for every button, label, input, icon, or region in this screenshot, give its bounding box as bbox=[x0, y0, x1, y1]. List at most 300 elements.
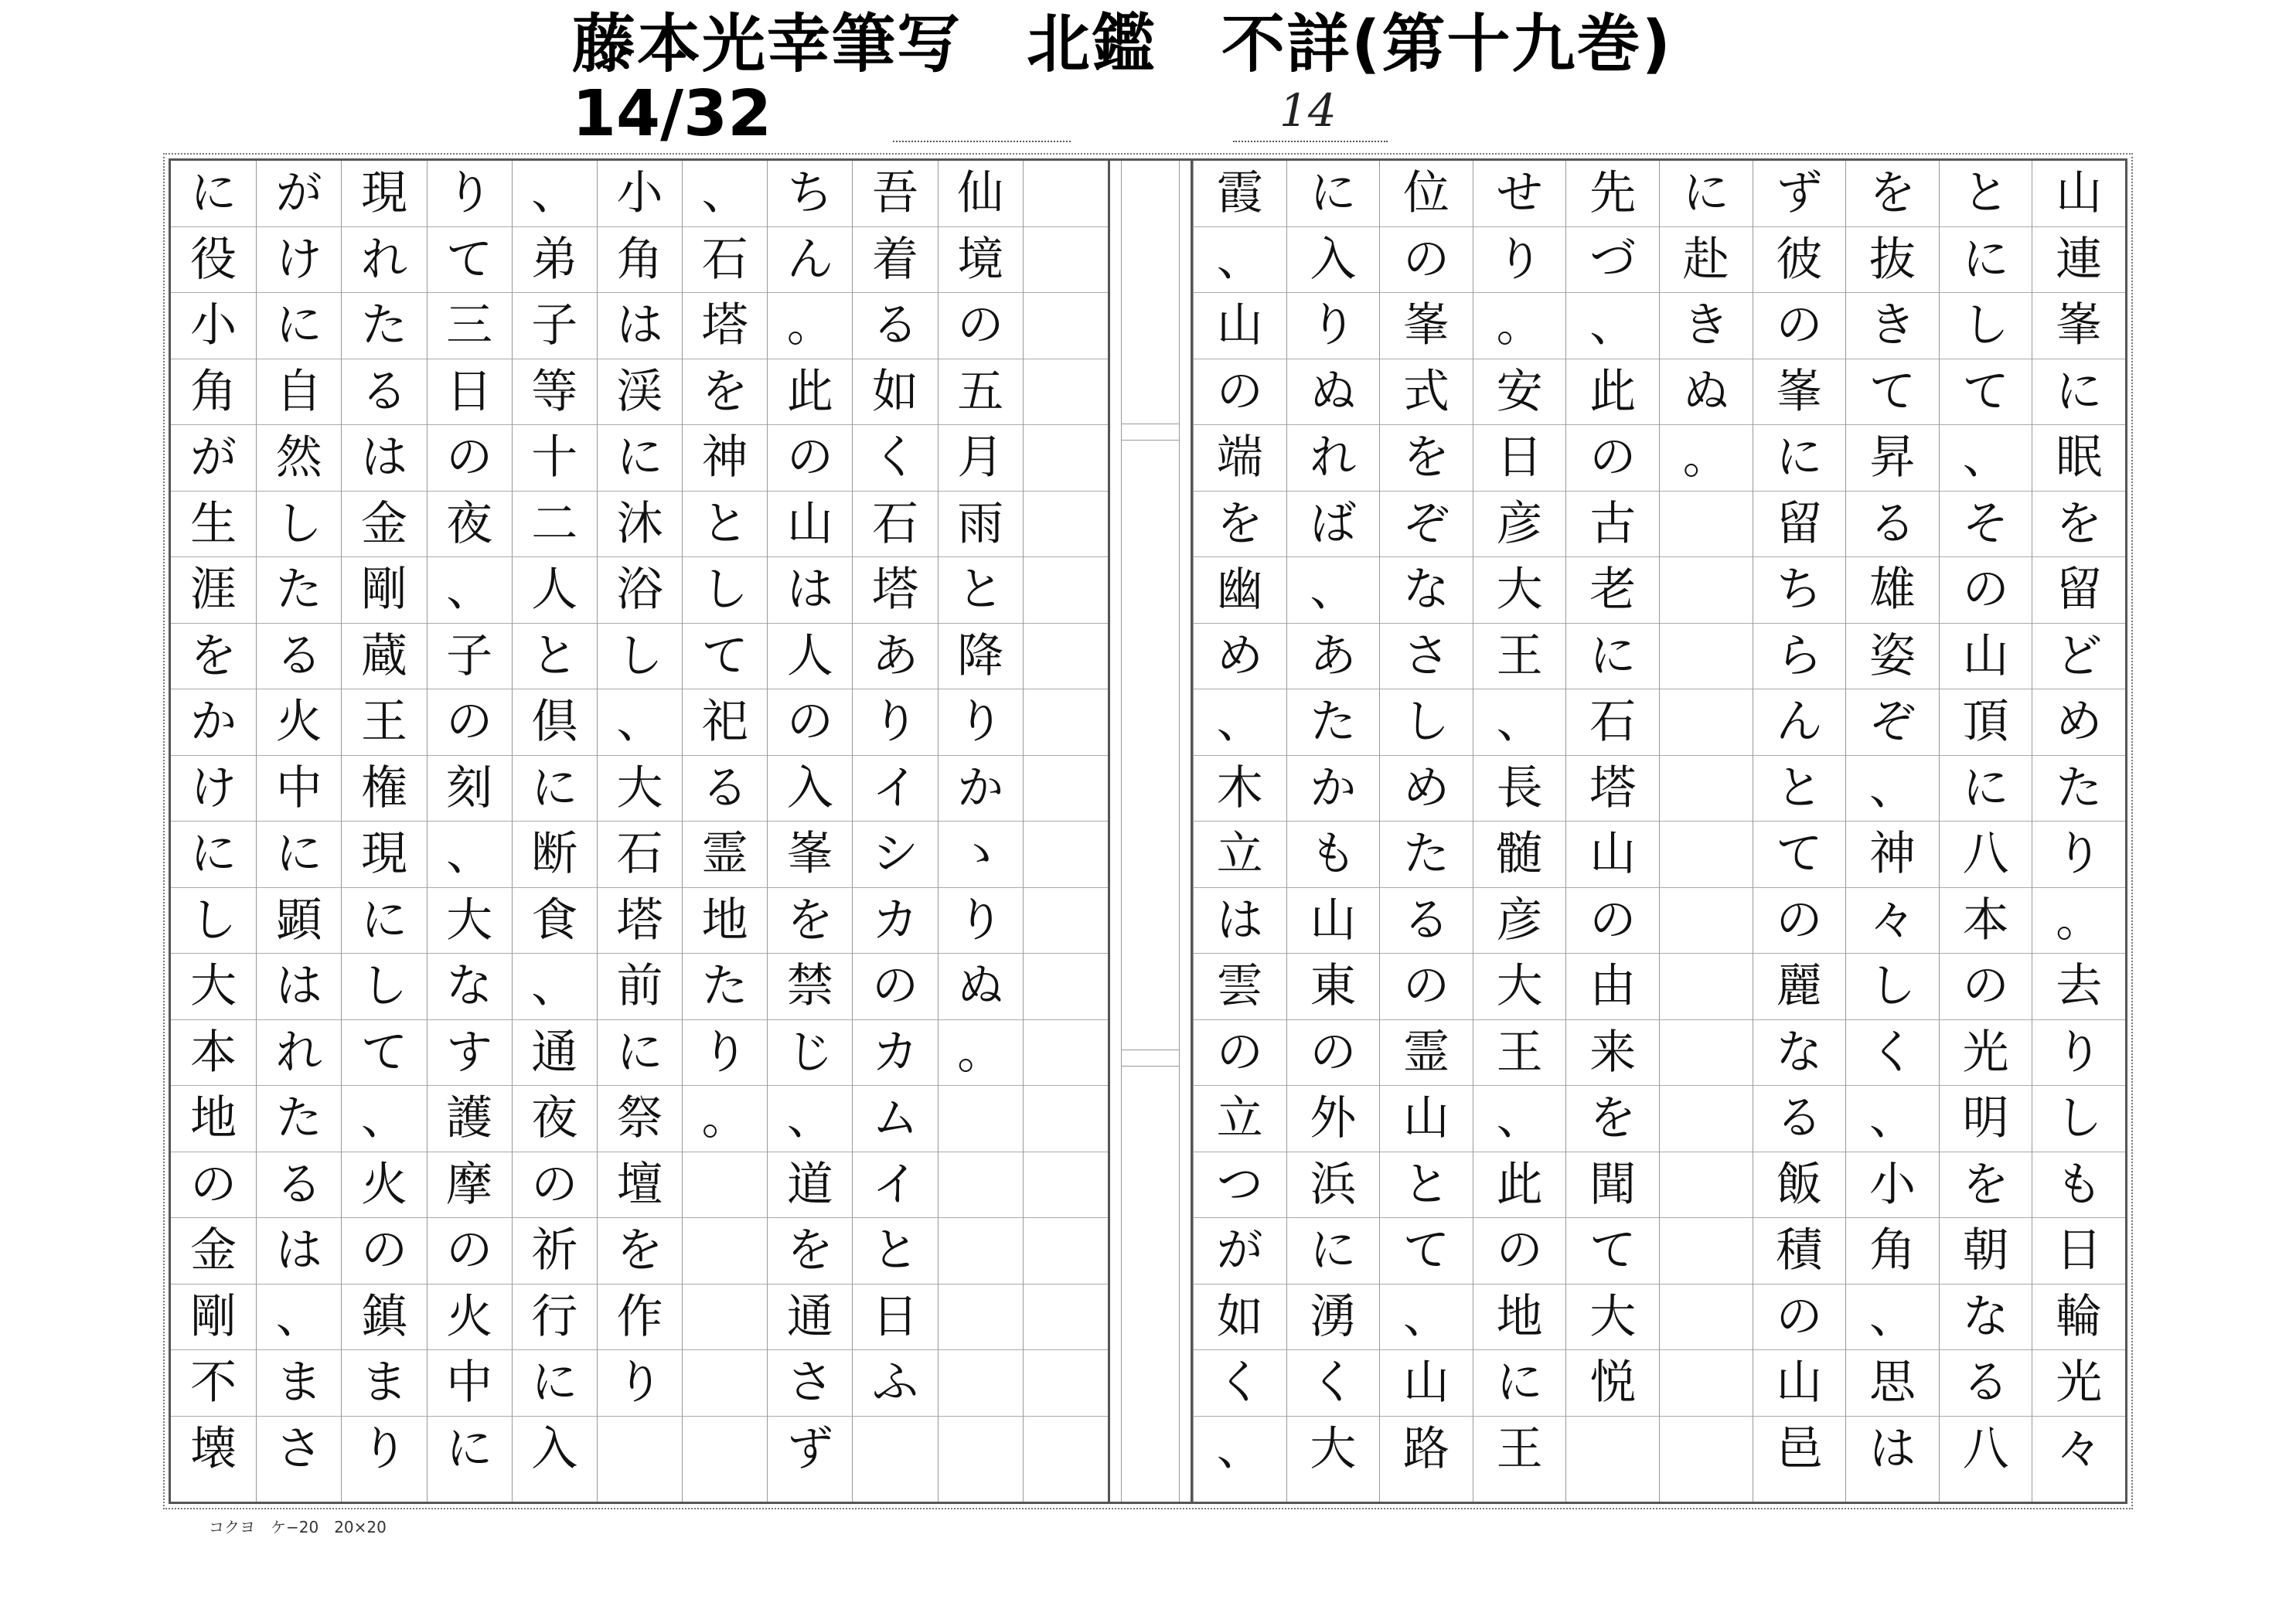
handwritten-character: り bbox=[360, 1422, 407, 1477]
handwritten-character: の bbox=[786, 695, 833, 750]
manuscript-column bbox=[767, 161, 852, 1502]
handwritten-character: の bbox=[957, 298, 1004, 353]
handwritten-character: ず bbox=[786, 1422, 833, 1477]
grid-cell bbox=[938, 1020, 1023, 1087]
grid-cell bbox=[1194, 492, 1286, 558]
handwritten-character: 小 bbox=[616, 166, 663, 221]
grid-cell bbox=[428, 888, 512, 954]
grid-cell bbox=[171, 888, 256, 954]
handwritten-character: 立 bbox=[1216, 827, 1263, 882]
handwritten-character: に bbox=[531, 1356, 578, 1410]
handwritten-character: づ bbox=[1589, 232, 1637, 287]
grid-cell bbox=[683, 756, 767, 822]
grid-cell bbox=[1566, 624, 1659, 690]
handwritten-character: 、 bbox=[360, 1091, 407, 1146]
grid-cell bbox=[1660, 1284, 1753, 1351]
handwritten-character: 山 bbox=[1310, 893, 1357, 948]
grid-cell bbox=[1024, 1284, 1108, 1351]
grid-cell bbox=[1753, 624, 1846, 690]
grid-cell bbox=[1846, 1284, 1939, 1351]
handwritten-character: ま bbox=[360, 1356, 407, 1410]
grid-cell bbox=[683, 1284, 767, 1351]
grid-cell bbox=[1287, 359, 1380, 426]
grid-cell bbox=[768, 756, 852, 822]
handwritten-character: る bbox=[1776, 1091, 1823, 1146]
handwritten-character: の bbox=[1776, 298, 1823, 353]
handwritten-character: ぞ bbox=[1868, 695, 1916, 750]
grid-cell bbox=[1940, 1284, 2032, 1351]
grid-cell bbox=[768, 1350, 852, 1417]
grid-cell bbox=[938, 359, 1023, 426]
grid-cell bbox=[1940, 1086, 2032, 1152]
grid-cell bbox=[1194, 624, 1286, 690]
handwritten-character: の bbox=[872, 959, 919, 1014]
grid-cell bbox=[1940, 888, 2032, 954]
grid-cell bbox=[1287, 492, 1380, 558]
grid-cell bbox=[342, 756, 426, 822]
grid-cell bbox=[428, 1218, 512, 1284]
grid-cell bbox=[1473, 359, 1566, 426]
handwritten-character: 飯 bbox=[1776, 1157, 1823, 1212]
handwritten-character: 子 bbox=[531, 298, 578, 353]
header-dotted-line-right bbox=[1233, 141, 1388, 142]
grid-cell bbox=[598, 1020, 682, 1087]
manuscript-column bbox=[427, 161, 512, 1502]
handwritten-character: イ bbox=[872, 1157, 919, 1212]
grid-cell bbox=[171, 1417, 256, 1483]
handwritten-character: に bbox=[190, 827, 237, 882]
handwritten-character: 。 bbox=[786, 298, 833, 353]
grid-cell bbox=[1380, 822, 1473, 888]
grid-cell bbox=[513, 689, 597, 756]
grid-cell bbox=[513, 425, 597, 492]
grid-cell bbox=[257, 293, 341, 359]
handwritten-character: 立 bbox=[1216, 1091, 1263, 1146]
handwritten-character: て bbox=[360, 1025, 407, 1080]
grid-cell bbox=[1194, 1020, 1286, 1087]
handwritten-character: の bbox=[1402, 959, 1449, 1014]
handwritten-character: ん bbox=[1776, 695, 1823, 750]
grid-cell bbox=[171, 359, 256, 426]
handwritten-character: 壊 bbox=[190, 1422, 237, 1477]
grid-cell bbox=[1753, 756, 1846, 822]
grid-cell bbox=[598, 359, 682, 426]
grid-cell bbox=[1940, 1152, 2032, 1219]
grid-cell bbox=[853, 822, 937, 888]
handwritten-character: 塔 bbox=[701, 298, 748, 353]
grid-cell bbox=[1473, 293, 1566, 359]
grid-cell bbox=[513, 1086, 597, 1152]
handwritten-character: 位 bbox=[1402, 166, 1449, 221]
handwritten-character: 権 bbox=[360, 760, 407, 815]
grid-cell bbox=[1287, 161, 1380, 227]
handwritten-character: は bbox=[360, 430, 407, 485]
handwritten-character: 小 bbox=[1868, 1157, 1916, 1212]
grid-cell bbox=[342, 1417, 426, 1483]
grid-cell bbox=[1846, 161, 1939, 227]
grid-cell bbox=[1753, 822, 1846, 888]
grid-cell bbox=[938, 822, 1023, 888]
grid-cell bbox=[1566, 1284, 1659, 1351]
grid-cell bbox=[171, 293, 256, 359]
handwritten-character: 眠 bbox=[2056, 430, 2103, 485]
handwritten-character: れ bbox=[275, 1025, 322, 1080]
grid-cell bbox=[853, 161, 937, 227]
handwritten-character: の bbox=[1216, 364, 1263, 419]
grid-cell bbox=[1194, 227, 1286, 294]
manuscript-column bbox=[512, 161, 597, 1502]
grid-cell bbox=[1194, 161, 1286, 227]
handwritten-character: 金 bbox=[360, 496, 407, 551]
grid-cell bbox=[513, 557, 597, 624]
handwritten-character: の bbox=[531, 1157, 578, 1212]
handwritten-character: 連 bbox=[2056, 232, 2103, 287]
handwritten-character: の bbox=[1589, 430, 1637, 485]
grid-cell bbox=[513, 1152, 597, 1219]
grid-cell bbox=[513, 227, 597, 294]
grid-cell bbox=[513, 624, 597, 690]
handwritten-character: ち bbox=[1776, 563, 1823, 618]
handwritten-character: ば bbox=[1310, 496, 1357, 551]
handwritten-character: 長 bbox=[1496, 760, 1543, 815]
handwritten-character: 火 bbox=[360, 1157, 407, 1212]
grid-cell bbox=[768, 161, 852, 227]
grid-cell bbox=[853, 756, 937, 822]
grid-cell bbox=[1473, 689, 1566, 756]
grid-cell bbox=[1846, 1086, 1939, 1152]
grid-cell bbox=[1846, 359, 1939, 426]
handwritten-character: 涯 bbox=[190, 563, 237, 618]
handwritten-character: 作 bbox=[616, 1289, 663, 1344]
grid-cell bbox=[2032, 954, 2125, 1020]
grid-cell bbox=[1024, 557, 1108, 624]
handwritten-character: 、 bbox=[531, 959, 578, 1014]
handwritten-character: け bbox=[275, 232, 322, 287]
grid-cell bbox=[1473, 1020, 1566, 1087]
handwritten-character: を bbox=[2056, 496, 2103, 551]
grid-cell bbox=[257, 161, 341, 227]
grid-cell bbox=[1753, 1284, 1846, 1351]
grid-cell bbox=[853, 1152, 937, 1219]
grid-cell bbox=[2032, 425, 2125, 492]
handwritten-character: と bbox=[957, 563, 1004, 618]
grid-cell bbox=[342, 161, 426, 227]
handwritten-character: ぞ bbox=[1402, 496, 1449, 551]
handwritten-character: 角 bbox=[616, 232, 663, 287]
grid-cell bbox=[853, 624, 937, 690]
handwritten-character: 、 bbox=[1496, 1091, 1543, 1146]
handwritten-character: は bbox=[616, 298, 663, 353]
handwritten-character: 入 bbox=[786, 760, 833, 815]
handwritten-character: 金 bbox=[190, 1223, 237, 1278]
handwritten-character: し bbox=[1402, 695, 1449, 750]
grid-cell bbox=[1194, 756, 1286, 822]
grid-cell bbox=[938, 689, 1023, 756]
grid-cell bbox=[1753, 954, 1846, 1020]
handwritten-character: り bbox=[957, 695, 1004, 750]
manuscript-column bbox=[1565, 161, 1659, 1502]
handwritten-character: 着 bbox=[872, 232, 919, 287]
handwritten-character: 、 bbox=[1402, 1289, 1449, 1344]
handwritten-character: 八 bbox=[1962, 827, 2009, 882]
handwritten-character: 人 bbox=[531, 563, 578, 618]
handwritten-character: 外 bbox=[1310, 1091, 1357, 1146]
handwritten-character: 。 bbox=[701, 1091, 748, 1146]
handwritten-character: 前 bbox=[616, 959, 663, 1014]
handwritten-character: る bbox=[1962, 1356, 2009, 1410]
handwritten-character: と bbox=[531, 628, 578, 683]
grid-cell bbox=[598, 888, 682, 954]
grid-cell bbox=[1660, 161, 1753, 227]
grid-cell bbox=[513, 293, 597, 359]
handwritten-character: く bbox=[1216, 1356, 1263, 1410]
handwritten-character: 然 bbox=[275, 430, 322, 485]
handwritten-character: る bbox=[1868, 496, 1916, 551]
handwritten-character: 、 bbox=[1962, 430, 2009, 485]
grid-cell bbox=[1846, 1417, 1939, 1483]
handwritten-character: 浴 bbox=[616, 563, 663, 618]
grid-cell bbox=[2032, 624, 2125, 690]
handwritten-character: 々 bbox=[1868, 893, 1916, 948]
handwritten-character: 王 bbox=[1496, 1422, 1543, 1477]
handwritten-character: り bbox=[2056, 1025, 2103, 1080]
handwritten-character: め bbox=[1216, 628, 1263, 683]
handwritten-character: 此 bbox=[786, 364, 833, 419]
handwritten-character: 、 bbox=[616, 695, 663, 750]
grid-cell bbox=[1753, 227, 1846, 294]
handwritten-character: を bbox=[786, 1223, 833, 1278]
handwritten-character: 由 bbox=[1589, 959, 1637, 1014]
handwritten-character: と bbox=[872, 1223, 919, 1278]
handwritten-character: 山 bbox=[1216, 298, 1263, 353]
handwritten-character: 剛 bbox=[360, 563, 407, 618]
grid-cell bbox=[1566, 756, 1659, 822]
grid-cell bbox=[1753, 293, 1846, 359]
grid-cell bbox=[1194, 1218, 1286, 1284]
grid-cell bbox=[171, 1020, 256, 1087]
handwritten-character: ぬ bbox=[1310, 364, 1357, 419]
grid-cell bbox=[1660, 756, 1753, 822]
handwritten-character: 仙 bbox=[957, 166, 1004, 221]
grid-cell bbox=[768, 227, 852, 294]
grid-cell bbox=[428, 1417, 512, 1483]
handwritten-character: と bbox=[701, 496, 748, 551]
grid-cell bbox=[1660, 1350, 1753, 1417]
grid-cell bbox=[2032, 161, 2125, 227]
handwritten-character: 護 bbox=[446, 1091, 493, 1146]
grid-cell bbox=[1194, 1417, 1286, 1483]
grid-cell bbox=[598, 624, 682, 690]
handwritten-character: 現 bbox=[360, 827, 407, 882]
grid-cell bbox=[1846, 227, 1939, 294]
grid-cell bbox=[1940, 1020, 2032, 1087]
handwritten-character: 小 bbox=[190, 298, 237, 353]
grid-cell bbox=[2032, 557, 2125, 624]
grid-cell bbox=[1380, 624, 1473, 690]
handwritten-character: 、 bbox=[1868, 1091, 1916, 1146]
grid-cell bbox=[1753, 1086, 1846, 1152]
handwritten-character: 幽 bbox=[1216, 563, 1263, 618]
handwritten-character: て bbox=[1402, 1223, 1449, 1278]
handwritten-character: に bbox=[360, 893, 407, 948]
grid-cell bbox=[1940, 1417, 2032, 1483]
grid-cell bbox=[1024, 1417, 1108, 1483]
grid-cell bbox=[428, 689, 512, 756]
grid-cell bbox=[598, 227, 682, 294]
grid-cell bbox=[768, 624, 852, 690]
grid-cell bbox=[1380, 492, 1473, 558]
grid-cell bbox=[428, 954, 512, 1020]
grid-cell bbox=[938, 1218, 1023, 1284]
grid-cell bbox=[938, 624, 1023, 690]
handwritten-character: 渓 bbox=[616, 364, 663, 419]
grid-cell bbox=[1380, 756, 1473, 822]
handwritten-character: 朝 bbox=[1962, 1223, 2009, 1278]
grid-cell bbox=[1024, 1350, 1108, 1417]
handwritten-character: 角 bbox=[1868, 1223, 1916, 1278]
grid-cell bbox=[513, 1284, 597, 1351]
handwritten-character: 彼 bbox=[1776, 232, 1823, 287]
grid-cell bbox=[1287, 1417, 1380, 1483]
handwritten-character: 顕 bbox=[275, 893, 322, 948]
grid-cell bbox=[257, 888, 341, 954]
manuscript-column bbox=[1379, 161, 1473, 1502]
grid-cell bbox=[428, 1152, 512, 1219]
grid-cell bbox=[1940, 557, 2032, 624]
handwritten-character: の bbox=[1589, 893, 1637, 948]
grid-cell bbox=[1380, 954, 1473, 1020]
grid-cell bbox=[1380, 293, 1473, 359]
handwritten-character: 三 bbox=[446, 298, 493, 353]
grid-cell bbox=[938, 227, 1023, 294]
grid-cell bbox=[1380, 425, 1473, 492]
grid-cell bbox=[2032, 689, 2125, 756]
grid-cell bbox=[342, 1086, 426, 1152]
grid-cell bbox=[1024, 293, 1108, 359]
handwritten-character: に bbox=[1589, 628, 1637, 683]
grid-cell bbox=[1660, 1417, 1753, 1483]
grid-cell bbox=[342, 293, 426, 359]
handwritten-character: に bbox=[1496, 1356, 1543, 1410]
handwritten-character: り bbox=[1310, 298, 1357, 353]
handwritten-character: 中 bbox=[446, 1356, 493, 1410]
grid-cell bbox=[257, 689, 341, 756]
grid-cell bbox=[1660, 1020, 1753, 1087]
handwritten-character: か bbox=[190, 695, 237, 750]
grid-cell bbox=[768, 954, 852, 1020]
handwritten-character: カ bbox=[872, 1025, 919, 1080]
handwritten-character: 聞 bbox=[1589, 1157, 1637, 1212]
grid-cell bbox=[1287, 689, 1380, 756]
handwritten-character: て bbox=[446, 232, 493, 287]
grid-cell bbox=[342, 822, 426, 888]
handwritten-character: 、 bbox=[446, 563, 493, 618]
handwritten-character: ム bbox=[872, 1091, 919, 1146]
grid-cell bbox=[1566, 1086, 1659, 1152]
grid-cell bbox=[683, 293, 767, 359]
grid-cell bbox=[513, 359, 597, 426]
grid-cell bbox=[683, 1020, 767, 1087]
handwritten-character: 地 bbox=[1496, 1289, 1543, 1344]
handwritten-character: り bbox=[2056, 827, 2103, 882]
grid-cell bbox=[1287, 1086, 1380, 1152]
grid-cell bbox=[1940, 954, 2032, 1020]
handwritten-character: さ bbox=[786, 1356, 833, 1410]
handwritten-character: 火 bbox=[275, 695, 322, 750]
handwritten-character: 大 bbox=[616, 760, 663, 815]
grid-cell bbox=[257, 1350, 341, 1417]
handwritten-character: と bbox=[1962, 166, 2009, 221]
handwritten-character: 沐 bbox=[616, 496, 663, 551]
handwritten-character: 大 bbox=[1310, 1422, 1357, 1477]
handwritten-character: た bbox=[360, 298, 407, 353]
grid-cell bbox=[598, 161, 682, 227]
grid-cell bbox=[171, 557, 256, 624]
handwritten-character: た bbox=[275, 1091, 322, 1146]
handwritten-character: ど bbox=[2056, 628, 2103, 683]
grid-cell bbox=[1753, 1350, 1846, 1417]
grid-cell bbox=[598, 425, 682, 492]
grid-cell bbox=[1473, 1284, 1566, 1351]
handwritten-character: さ bbox=[275, 1422, 322, 1477]
handwritten-character: に bbox=[2056, 364, 2103, 419]
grid-cell bbox=[1473, 227, 1566, 294]
grid-cell bbox=[2032, 756, 2125, 822]
grid-cell bbox=[1753, 1417, 1846, 1483]
handwritten-character: に bbox=[616, 1025, 663, 1080]
grid-cell bbox=[1846, 1218, 1939, 1284]
handwritten-character: し bbox=[275, 496, 322, 551]
grid-cell bbox=[1473, 1086, 1566, 1152]
grid-cell bbox=[1753, 1020, 1846, 1087]
handwritten-character: 現 bbox=[360, 166, 407, 221]
grid-cell bbox=[1473, 888, 1566, 954]
grid-cell bbox=[598, 1350, 682, 1417]
grid-cell bbox=[1660, 359, 1753, 426]
handwritten-character: 明 bbox=[1962, 1091, 2009, 1146]
grid-cell bbox=[1194, 1350, 1286, 1417]
handwritten-character: 如 bbox=[872, 364, 919, 419]
grid-cell bbox=[1473, 624, 1566, 690]
handwritten-character: 日 bbox=[872, 1289, 919, 1344]
handwritten-character: 霞 bbox=[1216, 166, 1263, 221]
grid-cell bbox=[1660, 293, 1753, 359]
grid-cell bbox=[1940, 492, 2032, 558]
handwritten-character: を bbox=[616, 1223, 663, 1278]
grid-cell bbox=[1566, 359, 1659, 426]
handwritten-character: 如 bbox=[1216, 1289, 1263, 1344]
grid-cell bbox=[2032, 293, 2125, 359]
manuscript-column bbox=[1473, 161, 1566, 1502]
grid-cell bbox=[1380, 1152, 1473, 1219]
grid-cell bbox=[1566, 293, 1659, 359]
handwritten-character: 八 bbox=[1962, 1422, 2009, 1477]
handwritten-character: 、 bbox=[531, 166, 578, 221]
handwritten-character: か bbox=[1310, 760, 1357, 815]
handwritten-character: し bbox=[2056, 1091, 2103, 1146]
handwritten-character: は bbox=[275, 959, 322, 1014]
handwritten-character: の bbox=[1962, 959, 2009, 1014]
grid-cell bbox=[2032, 227, 2125, 294]
handwritten-character: 夜 bbox=[446, 496, 493, 551]
grid-cell bbox=[598, 689, 682, 756]
handwritten-character: 麗 bbox=[1776, 959, 1823, 1014]
handwritten-character: 五 bbox=[957, 364, 1004, 419]
handwritten-character: 。 bbox=[2056, 893, 2103, 948]
grid-cell bbox=[171, 1218, 256, 1284]
handwritten-character: 日 bbox=[1496, 430, 1543, 485]
grid-cell bbox=[1566, 425, 1659, 492]
